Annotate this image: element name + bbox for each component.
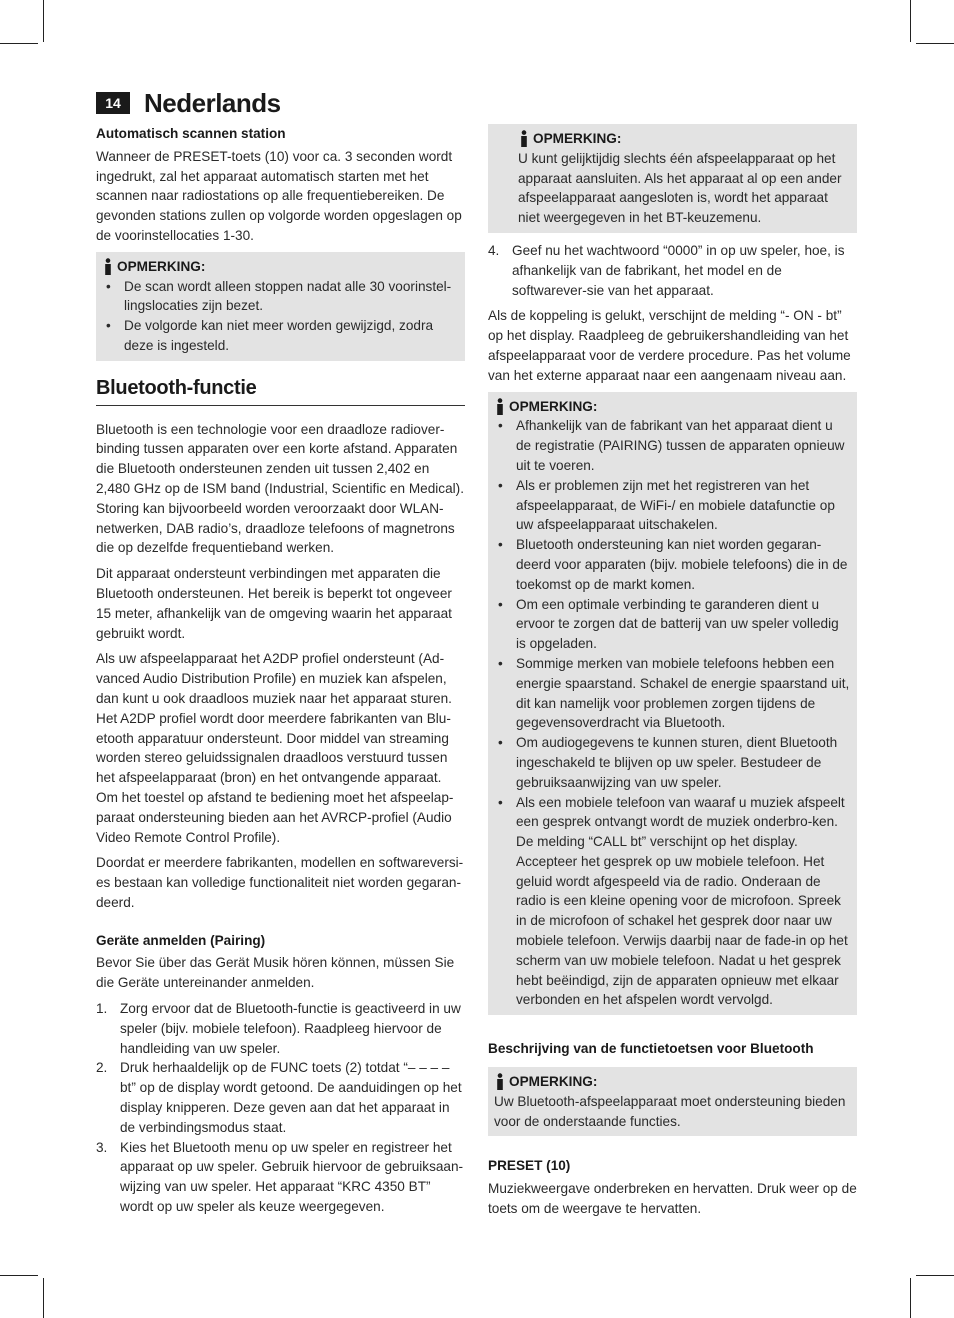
scan-paragraph: Wanneer de PRESET-toets (10) voor ca. 3 seconden wordt ingedrukt, zal het apparaat automatisch starten met het scannen naar radiostations op alle frequentiebereiken. De gevonden stations zullen op volgorde worden opgeslagen op de voorinstellocaties 1-30. <box>96 148 462 243</box>
language-title: Nederlands <box>144 87 281 118</box>
right-column <box>488 124 857 1225</box>
info-icon <box>102 258 114 275</box>
step-item <box>488 241 857 300</box>
step-item <box>96 999 465 1058</box>
info-icon <box>494 1073 506 1090</box>
step-number: 3. <box>96 1139 108 1155</box>
note-box <box>488 1067 857 1136</box>
note-title <box>102 257 459 277</box>
step-text: Geef nu het wachtwoord “0000” in op uw speler, hoe, is afhankelijk van de fabrikant, het model en de softwarever-sie van het apparaat. <box>512 242 845 298</box>
scan-heading: Automatisch scannen station <box>96 126 286 141</box>
note-box <box>96 252 465 361</box>
pairing-heading: Geräte anmelden (Pairing) <box>96 932 266 948</box>
list-item: • Bluetooth ondersteuning kan niet worden gegaran-deerd voor apparaten (bijv. mobiele telefoons) die in de toekomst op de markt komen. <box>494 535 851 594</box>
note-title-text: OPMERKING: <box>509 1074 598 1090</box>
page-number: 14 <box>96 92 130 114</box>
crop-mark <box>0 43 38 44</box>
pairing-steps <box>96 999 465 1217</box>
list-item: • De volgorde kan niet meer worden gewijzigd, zodra deze is ingesteld. <box>102 316 459 356</box>
list-item: • Om audiogegevens te kunnen sturen, dient Bluetooth ingeschakeld te blijven op uw speler. Bestudeer de gebruiksaanwijzing van uw speler. <box>494 733 851 792</box>
page-header <box>96 86 281 120</box>
crop-mark <box>43 1278 44 1318</box>
function-keys-heading: Beschrijving van de functietoetsen voor Bluetooth <box>488 1041 814 1057</box>
step-number: 2. <box>96 1060 108 1076</box>
note-title <box>518 129 851 149</box>
list-item: • Als een mobiele telefoon van waaraf u muziek afspeelt een gesprek ontvangt wordt de muziek onderbro-ken. De melding “CALL bt” verschijnt op het display. Accepteer het gesprek op uw mobiele telefoon. Het geluid wordt afgespeeld via de radio. Onderaan de radio is een kleine opening voor de microfoon. Spreek in de microfoon of schakel het gesprek door naar uw mobiele telefoon. Verwijs daarbij naar de fade-in op het scherm van uw mobiele telefoon. Nadat u het gesprek hebt beëindigd, zijn de apparaten opnieuw met elkaar verbonden en het afspelen wordt vervolgd. <box>494 793 851 1011</box>
crop-mark <box>910 0 911 42</box>
step-text: Kies het Bluetooth menu op uw speler en registreer het apparaat op uw speler. Gebruik hiervoor de gebruiksaan-wijzing van uw speler. Het apparaat “KRC 4350 BT” wordt op uw speler als keuze weergegeven. <box>120 1139 464 1215</box>
pairing-steps-continued <box>488 241 857 300</box>
paragraph: Dit apparaat ondersteunt verbindingen met apparaten die Bluetooth ondersteunen. Het bereik is beperkt tot ongeveer 15 meter, afhankelijk van de omgeving waarin het apparaat gebruikt wordt. <box>96 566 452 641</box>
note-title-text: OPMERKING: <box>509 398 598 414</box>
crop-mark <box>43 0 44 42</box>
step-number: 4. <box>488 242 500 258</box>
list-item: • Als er problemen zijn met het registreren van het afspeelapparaat, de WiFi-/ en mobiele datafunctie op uw afspeelapparaat uitschakelen. <box>494 476 851 535</box>
paragraph: Als uw afspeelapparaat het A2DP profiel ondersteunt (Ad-vanced Audio Distribution Profile) en muziek kan afspelen, dan kunt u ook draadloos muziek naar het apparaat sturen. Het A2DP profiel wordt door meerdere fabrikanten van Blu-etooth apparatuur ondersteunt. Door middel van streaming worden stereo geluidssignalen draadloos verstuurd tussen het afspeelapparaat (bron) en het ontvangende apparaat. Om het toestel op afstand te bediening moet het afspeelap-paraat ondersteuning bieden aan het AVRCP-profiel (Audio Video Remote Control Profile). <box>96 651 454 845</box>
preset-heading: PRESET (10) <box>488 1158 571 1174</box>
note-box <box>488 392 857 1016</box>
crop-mark <box>916 43 954 44</box>
pairing-intro: Bevor Sie über das Gerät Musik hören können, müssen Sie die Geräte untereinander anmelden. <box>96 955 455 991</box>
note-title <box>494 1072 851 1092</box>
crop-mark <box>0 1275 38 1276</box>
section-title: Bluetooth-functie <box>96 379 465 406</box>
list-item: • Sommige merken van mobiele telefoons hebben een energie spaarstand. Schakel de energie spaarstand uit, dit kan namelijk voor problemen zorgen tijdens de gegevensoverdracht via Bluetooth. <box>494 654 851 733</box>
step-number: 1. <box>96 1001 108 1017</box>
list-item: • Om een optimale verbinding te garanderen dient u ervoor te zorgen dat de batterij van uw speler volledig is opgeladen. <box>494 595 851 654</box>
note-title-text: OPMERKING: <box>533 131 622 146</box>
step-text: Zorg ervoor dat de Bluetooth-functie is geactiveerd in uw speler (bijv. mobiele telefoon). Raadpleeg hiervoor de handleiding van uw speler. <box>120 1001 461 1056</box>
preset-paragraph: Muziekweergave onderbreken en hervatten. Druk weer op de toets om de weergave te hervatten. <box>488 1181 857 1217</box>
note-title-text: OPMERKING: <box>117 258 206 274</box>
note-box <box>488 124 857 233</box>
info-icon <box>518 130 530 147</box>
list-item: • Afhankelijk van de fabrikant van het apparaat dient u de registratie (PAIRING) tussen de apparaten opnieuw uit te voeren. <box>494 416 851 475</box>
note-title <box>494 397 851 417</box>
note-list <box>494 416 851 1010</box>
list-item: • De scan wordt alleen stoppen nadat alle 30 voorinstel-lingslocaties zijn bezet. <box>102 277 459 317</box>
note-text: Uw Bluetooth-afspeelapparaat moet ondersteuning bieden voor de onderstaande functies. <box>494 1093 846 1129</box>
info-icon <box>494 398 506 415</box>
step-item <box>96 1138 465 1217</box>
crop-mark <box>910 1278 911 1318</box>
step-text: Druk herhaaldelijk op de FUNC toets (2) totdat “– – – – bt” op de display wordt getoond. De aanduidingen op het display knipperen. Deze geven aan dat het apparaat in de verbindingsmodus staat. <box>120 1060 462 1135</box>
note-list <box>102 277 459 356</box>
paragraph: Als de koppeling is gelukt, verschijnt de melding “- ON - bt” op het display. Raadpleeg de gebruikershandleiding van het afspeelapparaat voor de verdere procedure. Pas het volume van het externe apparaat naar een aangenaam niveau aan. <box>488 308 851 383</box>
paragraph: Doordat er meerdere fabrikanten, modellen en softwareversi-es bestaan kan volledige functionaliteit niet worden gegaran-deerd. <box>96 855 464 910</box>
crop-mark <box>916 1275 954 1276</box>
step-item <box>96 1058 465 1137</box>
paragraph: Bluetooth is een technologie voor een draadloze radiover-binding tussen apparaten over een korte afstand. Apparaten die Bluetooth ondersteunen zenden uit tussen 2,402 en 2,480 GHz op de ISM band (Industrial, Scientific en Medical). Storing kan bijvoorbeeld worden veroorzaakt door WLAN-netwerken, DAB radio’s, draadloze telefoons of magnetrons die op dezelfde frequentieband werken. <box>96 421 464 556</box>
note-text: U kunt gelijktijdig slechts één afspeelapparaat op het apparaat aansluiten. Als het apparaat al op een ander afspeelapparaat aangesloten is, wordt het apparaat niet weergegeven in het BT-keuzemenu. <box>518 150 842 226</box>
left-column <box>96 124 465 1223</box>
